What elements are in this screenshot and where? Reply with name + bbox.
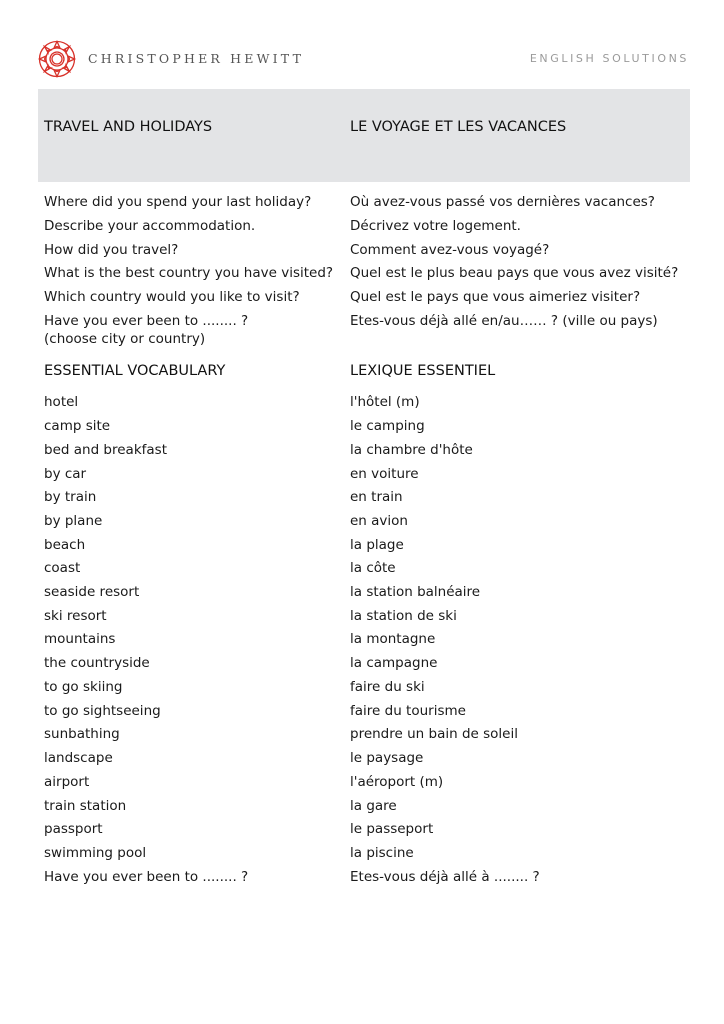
title-bar [38,89,690,182]
vocab-term-en: to go sightseeing [44,703,161,719]
vocab-term-fr: en train [350,489,403,505]
vocab-term-en: by car [44,466,87,482]
page-title-fr: LE VOYAGE ET LES VACANCES [350,119,567,135]
page-title-en: TRAVEL AND HOLIDAYS [44,119,213,135]
vocab-term-fr: la plage [350,537,404,553]
vocab-term-en: ski resort [44,608,107,624]
rose-logo-icon [37,39,77,79]
vocab-term-fr: le camping [350,418,425,434]
vocab-term-fr: la campagne [350,655,438,671]
vocab-term-en: by plane [44,513,103,529]
vocab-term-fr: l'hôtel (m) [350,394,420,410]
question-en: Describe your accommodation. [44,218,256,234]
vocab-term-fr: la gare [350,798,397,814]
vocab-term-en: the countryside [44,655,150,671]
vocab-term-fr: la montagne [350,631,436,647]
vocab-term-fr: la station balnéaire [350,584,481,600]
vocab-term-fr: la piscine [350,845,414,861]
vocab-term-en: mountains [44,631,116,647]
vocab-term-fr: faire du ski [350,679,425,695]
vocab-term-en: landscape [44,750,113,766]
vocab-term-fr: la station de ski [350,608,457,624]
vocabulary-heading-en: ESSENTIAL VOCABULARY [44,363,226,379]
question-en: Have you ever been to ........ ? [44,313,249,329]
vocab-term-fr: en avion [350,513,408,529]
vocab-term-en: camp site [44,418,111,434]
vocab-term-en: airport [44,774,90,790]
question-fr: Où avez-vous passé vos dernières vacances? [350,194,655,210]
question-fr: Décrivez votre logement. [350,218,521,234]
vocab-term-en: Have you ever been to ........ ? [44,869,249,885]
question-en: Where did you spend your last holiday? [44,194,312,210]
brand-tagline: ENGLISH SOLUTIONS [529,52,689,65]
vocab-term-fr: le paysage [350,750,424,766]
vocab-term-fr: prendre un bain de soleil [350,726,518,742]
vocab-term-en: bed and breakfast [44,442,167,458]
vocab-term-en: sunbathing [44,726,120,742]
vocab-term-fr: la côte [350,560,396,576]
question-fr: Quel est le plus beau pays que vous avez visité? [350,265,679,281]
vocab-term-fr: en voiture [350,466,419,482]
vocab-term-en: coast [44,560,81,576]
brand-name: CHRISTOPHER HEWITT [88,51,305,66]
vocab-term-fr: Etes-vous déjà allé à ........ ? [350,869,540,885]
question-note: (choose city or country) [44,331,206,347]
vocab-term-en: seaside resort [44,584,140,600]
vocab-term-en: swimming pool [44,845,147,861]
vocab-term-fr: l'aéroport (m) [350,774,444,790]
question-en: What is the best country you have visited? [44,265,334,281]
vocab-term-en: beach [44,537,86,553]
vocab-term-en: by train [44,489,97,505]
question-fr: Etes-vous déjà allé en/au…… ? (ville ou pays) [350,313,658,329]
vocab-term-en: passport [44,821,103,837]
vocab-term-fr: faire du tourisme [350,703,466,719]
question-en: Which country would you like to visit? [44,289,300,305]
vocab-term-fr: la chambre d'hôte [350,442,473,458]
page-header [0,0,724,90]
vocab-term-fr: le passeport [350,821,434,837]
question-fr: Comment avez-vous voyagé? [350,242,550,258]
vocab-term-en: hotel [44,394,79,410]
vocabulary-heading-fr: LEXIQUE ESSENTIEL [350,363,496,379]
question-fr: Quel est le pays que vous aimeriez visiter? [350,289,641,305]
question-en: How did you travel? [44,242,179,258]
vocab-term-en: train station [44,798,127,814]
vocab-term-en: to go skiing [44,679,123,695]
